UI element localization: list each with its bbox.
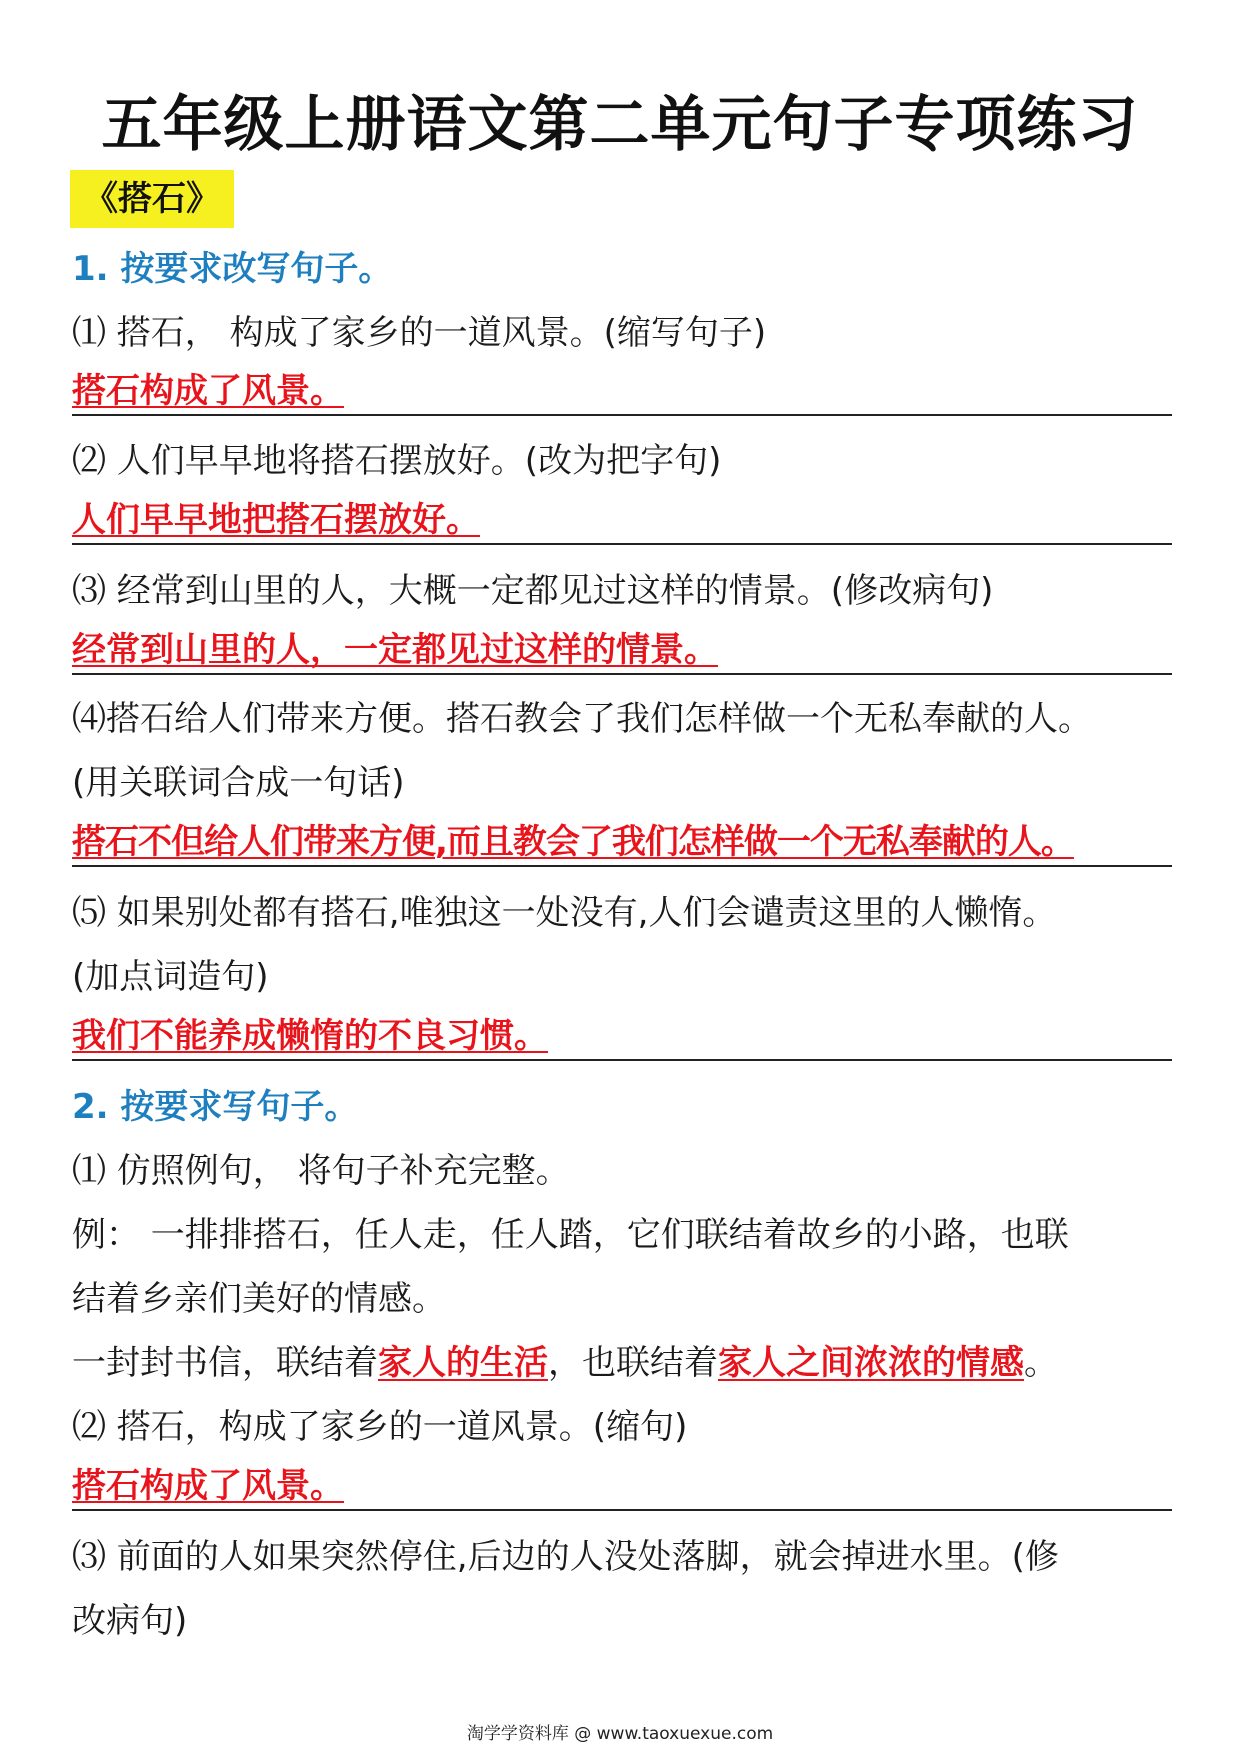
question-1-4-line2: (用关联词合成一句话) [72,763,405,803]
fill-sentence [72,1338,1058,1388]
question-2-2: ⑵ 搭石，构成了家乡的一道风景。(缩句) [72,1407,688,1447]
answer-1-5 [72,1013,1172,1061]
question-1-3: ⑶ 经常到山里的人，大概一定都见过这样的情景。(修改病句) [72,571,994,611]
fill-answer-2: 家人之间浓浓的情感 [718,1343,1024,1383]
answer-1-1 [72,368,1172,416]
answer-text: 搭石构成了风景。 [72,1466,344,1506]
page-title: 五年级上册语文第二单元句子专项练习 [101,90,1139,160]
answer-text: 人们早早地把搭石摆放好。 [72,500,480,540]
answer-text: 经常到山里的人，一定都见过这样的情景。 [72,630,718,670]
question-1-5-line1: ⑸ 如果别处都有搭石,唯独这一处没有,人们会谴责这里的人懒惰。 [72,893,1057,933]
fill-middle: ，也联结着 [548,1343,718,1383]
example-line-2: 结着乡亲们美好的情感。 [72,1279,446,1319]
question-2-3-line1: ⑶ 前面的人如果突然停住,后边的人没处落脚，就会掉进水里。(修 [72,1537,1059,1577]
fill-prefix: 一封封书信，联结着 [72,1343,378,1383]
question-1-5-line2: (加点词造句) [72,957,269,997]
answer-2-2 [72,1463,1172,1511]
question-2-3-line2: 改病句) [72,1601,188,1641]
footer-watermark: 淘学学资料库 @ www.taoxuexue.com [466,1724,774,1744]
answer-text: 搭石不但给人们带来方便,而且教会了我们怎样做一个无私奉献的人。 [72,822,1074,862]
answer-1-4 [72,819,1172,867]
example-line-1: 例： 一排排搭石，任人走，任人踏，它们联结着故乡的小路，也联 [72,1215,1069,1255]
question-1-1: ⑴ 搭石， 构成了家乡的一道风景。(缩写句子) [72,313,767,353]
answer-1-2 [72,497,1172,545]
answer-text: 搭石构成了风景。 [72,371,344,411]
section-heading-write: 2. 按要求写句子。 [72,1087,359,1127]
fill-answer-1: 家人的生活 [378,1343,548,1383]
answer-1-3 [72,627,1172,675]
answer-text: 我们不能养成懒惰的不良习惯。 [72,1016,548,1056]
lesson-tag: 《搭石》 [70,170,234,228]
question-1-4-line1: ⑷搭石给人们带来方便。搭石教会了我们怎样做一个无私奉献的人。 [72,699,1092,739]
fill-suffix: 。 [1024,1343,1058,1383]
question-2-1: ⑴ 仿照例句， 将句子补充完整。 [72,1151,570,1191]
section-heading-rewrite: 1. 按要求改写句子。 [72,249,393,289]
question-1-2: ⑵ 人们早早地将搭石摆放好。(改为把字句) [72,441,722,481]
